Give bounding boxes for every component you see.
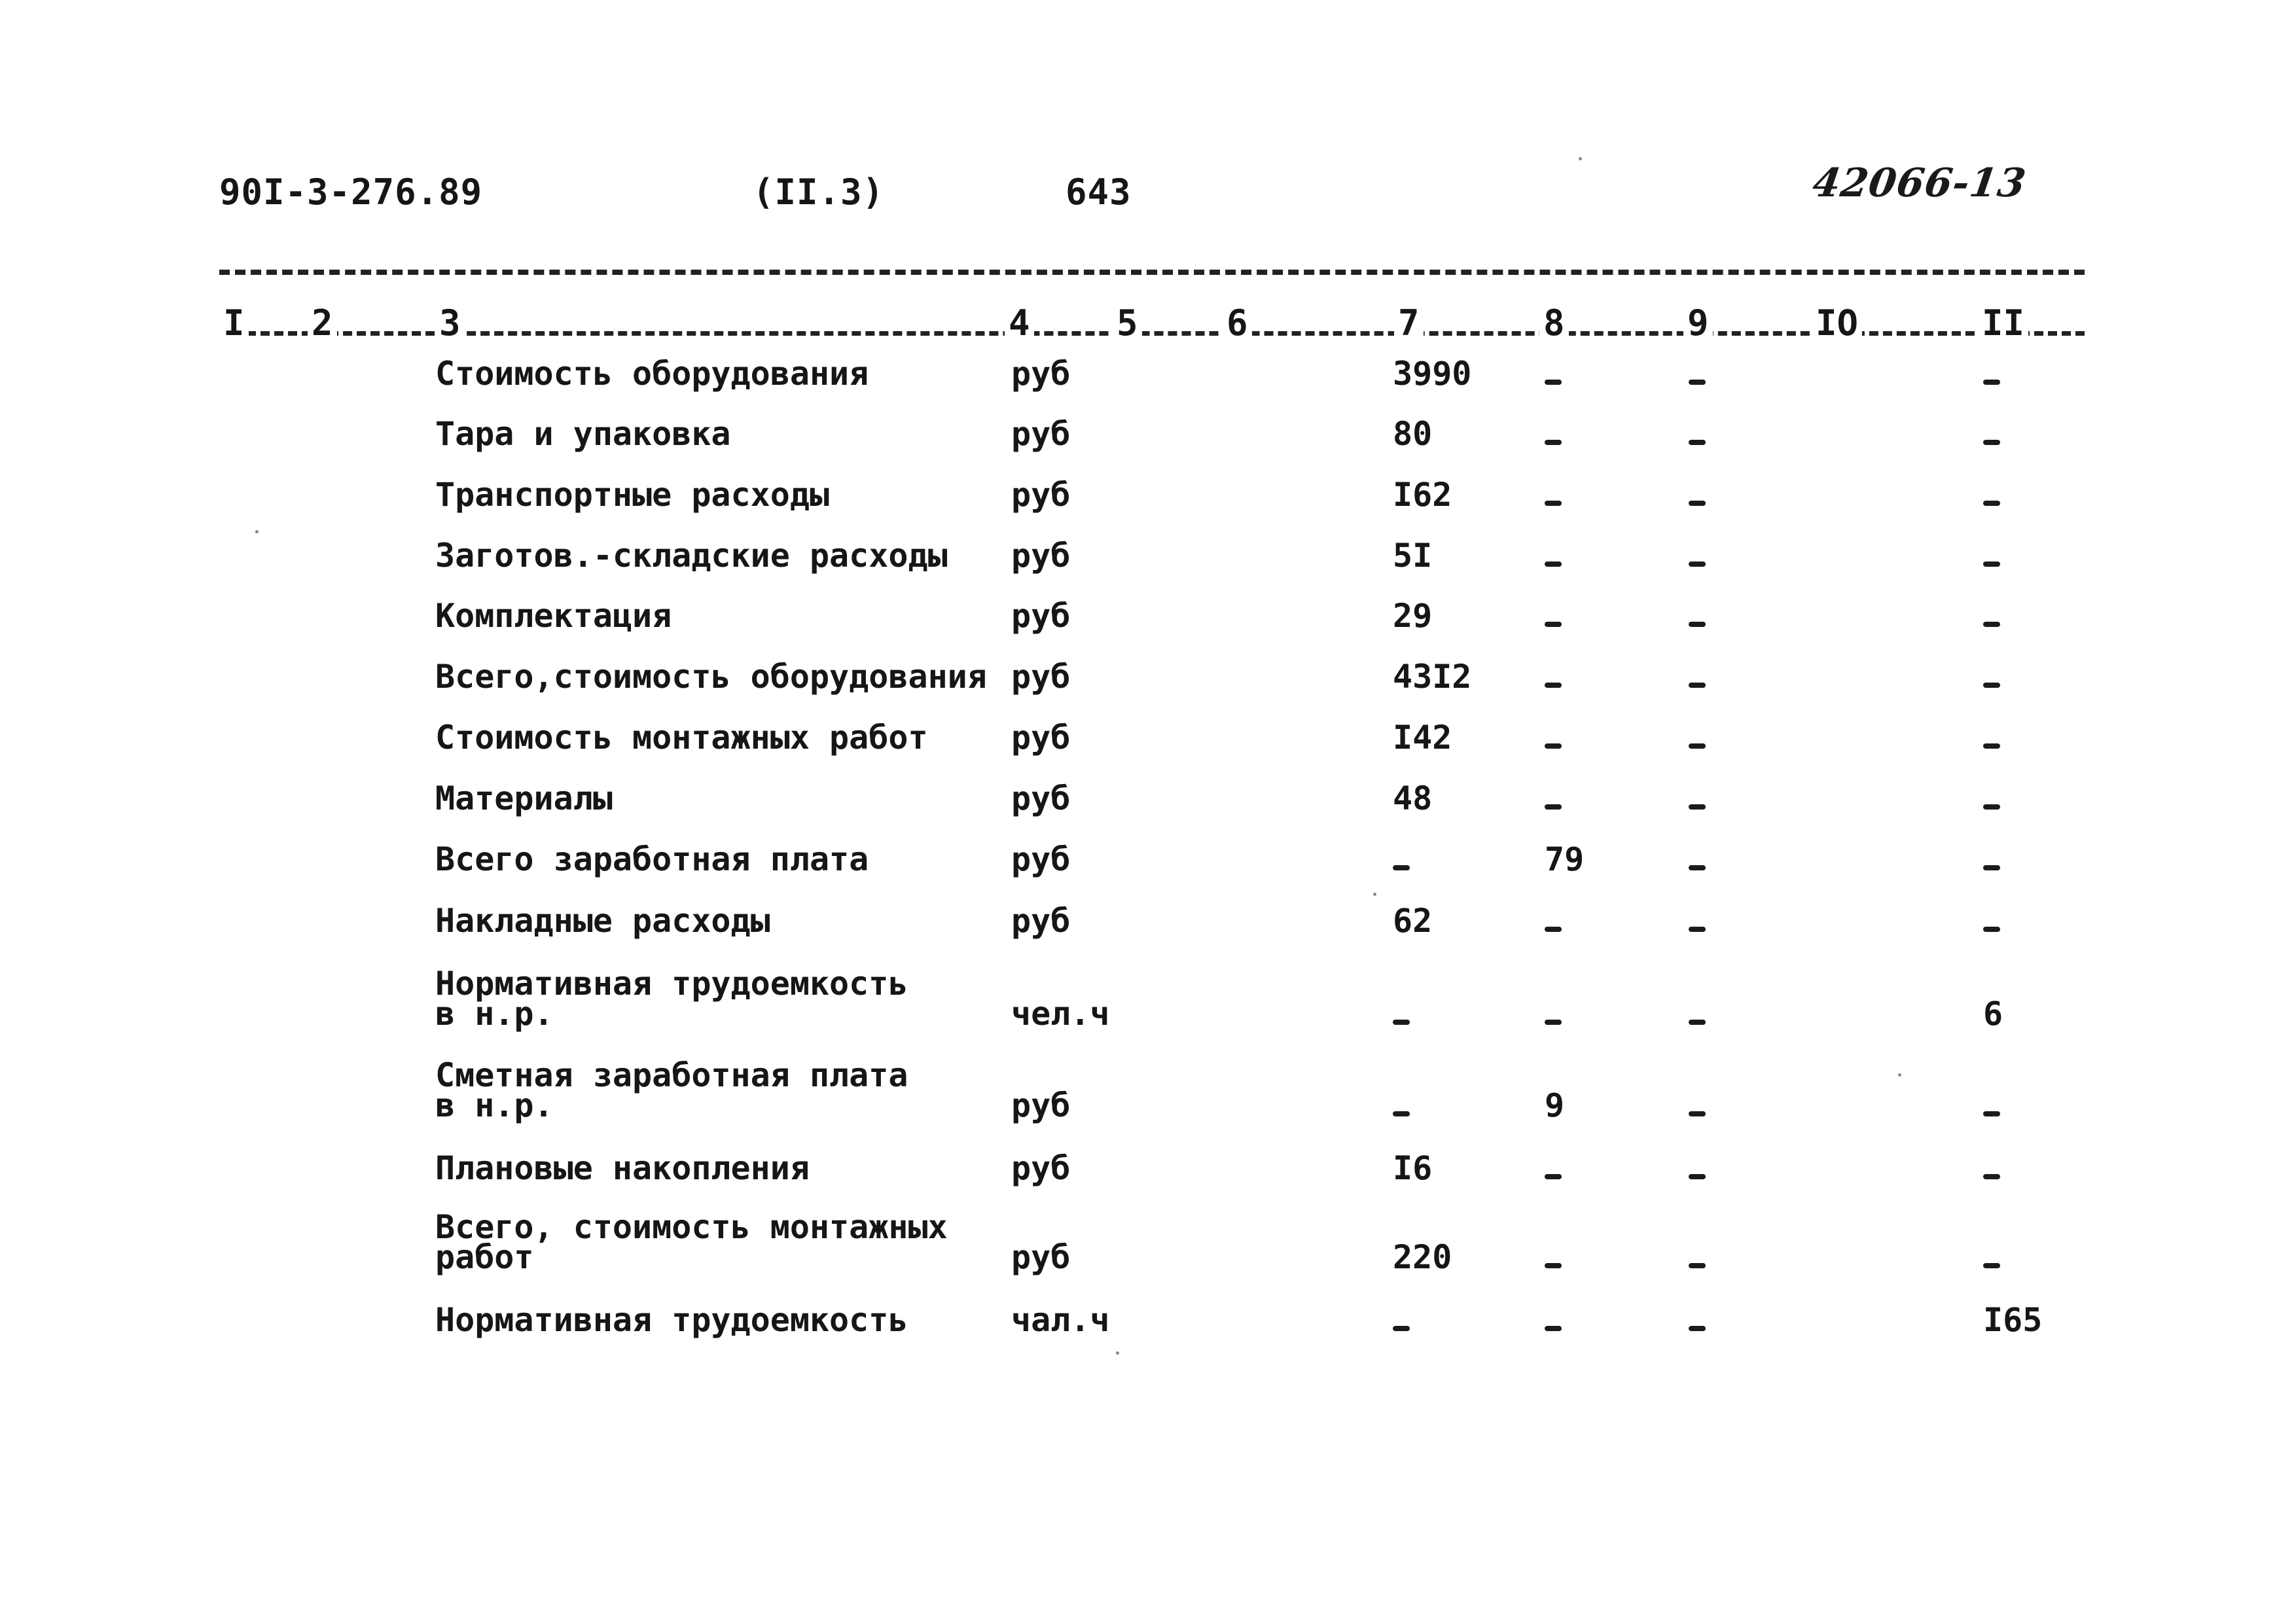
empty-dash-c9 <box>1689 601 1706 631</box>
dash-mark <box>1545 380 1562 385</box>
dash-mark <box>1689 501 1706 506</box>
item-name-line: Заготов.-складские расходы <box>435 537 948 575</box>
empty-dash-c8 <box>1545 783 1562 813</box>
dash-mark <box>1689 1020 1706 1025</box>
column-header-2: 2 <box>308 302 337 344</box>
document-code: 90I-3-276.89 <box>219 171 483 213</box>
item-name-line: Материалы <box>435 779 613 817</box>
dash-mark <box>1393 1020 1410 1025</box>
dash-mark <box>1983 683 2000 688</box>
dash-mark <box>1545 804 1562 810</box>
column-header-9: 9 <box>1683 302 1713 344</box>
empty-dash-c7 <box>1393 999 1410 1029</box>
value-c7: 48 <box>1393 779 1433 817</box>
dash-mark <box>1689 804 1706 810</box>
value-c7: 62 <box>1393 902 1433 940</box>
empty-dash-c9 <box>1689 844 1706 874</box>
value-c7: I42 <box>1393 719 1452 757</box>
empty-dash-c8 <box>1545 1305 1562 1335</box>
dash-mark <box>1393 865 1410 870</box>
item-name <box>435 719 928 757</box>
empty-dash-c9 <box>1689 999 1706 1029</box>
column-header-4: 4 <box>1005 302 1034 344</box>
value-c8: 79 <box>1545 840 1585 878</box>
empty-dash-c11 <box>1983 662 2000 692</box>
empty-dash-c8 <box>1545 906 1562 936</box>
dash-mark <box>1545 683 1562 688</box>
item-name <box>435 1208 948 1276</box>
item-name <box>435 537 948 575</box>
dash-mark <box>1545 1174 1562 1179</box>
section-number: (II.3) <box>753 171 885 213</box>
item-name-line: Всего,стоимость оборудования <box>435 658 987 696</box>
page-number: 643 <box>1066 171 1132 213</box>
item-name-line: работ <box>435 1238 534 1276</box>
dash-mark <box>1689 1326 1706 1331</box>
unit: руб <box>1011 719 1071 757</box>
empty-dash-c11 <box>1983 1090 2000 1120</box>
empty-dash-c7 <box>1393 1305 1410 1335</box>
empty-dash-c11 <box>1983 601 2000 631</box>
empty-dash-c8 <box>1545 480 1562 510</box>
unit: руб <box>1011 415 1071 453</box>
unit: руб <box>1011 658 1071 696</box>
dash-mark <box>1689 1174 1706 1179</box>
item-name <box>435 779 613 817</box>
unit: чал.ч <box>1011 1301 1110 1339</box>
dash-mark <box>1983 622 2000 627</box>
column-header-3: 3 <box>435 302 465 344</box>
empty-dash-c8 <box>1545 1153 1562 1183</box>
empty-dash-c11 <box>1983 541 2000 571</box>
dash-mark <box>1545 1326 1562 1331</box>
unit: руб <box>1011 355 1071 393</box>
unit: руб <box>1011 597 1071 635</box>
value-c7: 5I <box>1393 537 1433 575</box>
item-name <box>435 965 908 1033</box>
item-name-line: Комплектация <box>435 597 672 635</box>
empty-dash-c11 <box>1983 844 2000 874</box>
dash-mark <box>1689 927 1706 932</box>
dash-mark <box>1545 927 1562 932</box>
column-header-1: I <box>219 302 249 344</box>
dash-mark <box>1689 622 1706 627</box>
dash-mark <box>1983 804 2000 810</box>
item-name <box>435 597 672 635</box>
empty-dash-c8 <box>1545 601 1562 631</box>
empty-dash-c11 <box>1983 783 2000 813</box>
dash-mark <box>1545 743 1562 749</box>
dash-mark <box>1689 1111 1706 1116</box>
item-name-line: Стоимость монтажных работ <box>435 719 928 757</box>
empty-dash-c9 <box>1689 722 1706 753</box>
value-c7: I6 <box>1393 1149 1433 1187</box>
item-name <box>435 840 869 878</box>
item-name <box>435 658 987 696</box>
unit: руб <box>1011 476 1071 514</box>
value-c8: 9 <box>1545 1086 1565 1124</box>
dash-mark <box>1689 743 1706 749</box>
column-header-5: 5 <box>1113 302 1142 344</box>
value-c7: 220 <box>1393 1238 1452 1276</box>
dash-mark <box>1545 1020 1562 1025</box>
empty-dash-c9 <box>1689 541 1706 571</box>
item-name <box>435 902 770 940</box>
dash-mark <box>1689 562 1706 567</box>
archive-number-handwritten: 42066-13 <box>1810 160 2030 206</box>
empty-dash-c11 <box>1983 722 2000 753</box>
item-name <box>435 415 731 453</box>
empty-dash-c8 <box>1545 662 1562 692</box>
item-name-line: Транспортные расходы <box>435 476 830 514</box>
dash-mark <box>1983 743 2000 749</box>
dash-mark <box>1393 1326 1410 1331</box>
value-c11: I65 <box>1983 1301 2043 1339</box>
unit: чел.ч <box>1011 995 1110 1033</box>
empty-dash-c7 <box>1393 1090 1410 1120</box>
value-c7: 80 <box>1393 415 1433 453</box>
dash-mark <box>1545 622 1562 627</box>
empty-dash-c11 <box>1983 359 2000 389</box>
value-c7: I62 <box>1393 476 1452 514</box>
dash-mark <box>1983 927 2000 932</box>
column-header-10: IO <box>1812 302 1862 344</box>
dash-mark <box>1983 501 2000 506</box>
empty-dash-c8 <box>1545 999 1562 1029</box>
empty-dash-c8 <box>1545 722 1562 753</box>
item-name-line: Стоимость оборудования <box>435 355 869 393</box>
value-c7: 29 <box>1393 597 1433 635</box>
dash-mark <box>1689 865 1706 870</box>
empty-dash-c8 <box>1545 1242 1562 1272</box>
empty-dash-c9 <box>1689 1090 1706 1120</box>
column-number-header <box>0 302 2296 342</box>
item-name-line: Нормативная трудоемкость <box>435 1301 908 1339</box>
item-name <box>435 1301 908 1339</box>
dash-mark <box>1983 440 2000 445</box>
empty-dash-c9 <box>1689 662 1706 692</box>
dash-mark <box>1689 1263 1706 1268</box>
dash-mark <box>1983 380 2000 385</box>
top-dashed-rule <box>219 270 2085 275</box>
dash-mark <box>1545 501 1562 506</box>
unit: руб <box>1011 779 1071 817</box>
scan-speck <box>255 530 259 533</box>
item-name <box>435 476 830 514</box>
unit: руб <box>1011 840 1071 878</box>
dash-mark <box>1689 683 1706 688</box>
empty-dash-c8 <box>1545 419 1562 449</box>
item-name <box>435 1149 810 1187</box>
dash-mark <box>1545 1263 1562 1268</box>
unit: руб <box>1011 1086 1071 1124</box>
dash-mark <box>1983 1263 2000 1268</box>
dash-mark <box>1545 562 1562 567</box>
unit: руб <box>1011 1149 1071 1187</box>
empty-dash-c9 <box>1689 1153 1706 1183</box>
item-name-line: в н.р. <box>435 995 554 1033</box>
value-c7: 3990 <box>1393 355 1472 393</box>
empty-dash-c11 <box>1983 1242 2000 1272</box>
item-name-line: Всего заработная плата <box>435 840 869 878</box>
empty-dash-c9 <box>1689 419 1706 449</box>
item-name-line: Сметная заработная плата <box>435 1056 908 1094</box>
empty-dash-c9 <box>1689 1242 1706 1272</box>
unit: руб <box>1011 1238 1071 1276</box>
item-name-line: Тара и упаковка <box>435 415 731 453</box>
empty-dash-c11 <box>1983 419 2000 449</box>
dash-mark <box>1689 380 1706 385</box>
dash-mark <box>1983 1111 2000 1116</box>
column-header-6: 6 <box>1223 302 1252 344</box>
item-name-line: Накладные расходы <box>435 902 770 940</box>
value-c11: 6 <box>1983 995 2003 1033</box>
dash-mark <box>1983 1174 2000 1179</box>
empty-dash-c11 <box>1983 480 2000 510</box>
scan-speck <box>1898 1073 1901 1077</box>
item-name-line: в н.р. <box>435 1086 554 1124</box>
dash-mark <box>1545 440 1562 445</box>
item-name-line: Всего, стоимость монтажных <box>435 1208 948 1246</box>
empty-dash-c11 <box>1983 1153 2000 1183</box>
empty-dash-c9 <box>1689 1305 1706 1335</box>
empty-dash-c9 <box>1689 480 1706 510</box>
column-header-7: 7 <box>1394 302 1424 344</box>
unit: руб <box>1011 537 1071 575</box>
item-name <box>435 355 869 393</box>
empty-dash-c8 <box>1545 359 1562 389</box>
value-c7: 43I2 <box>1393 658 1472 696</box>
item-name-line: Нормативная трудоемкость <box>435 965 908 1003</box>
item-name <box>435 1056 908 1124</box>
scan-speck <box>1116 1351 1119 1355</box>
empty-dash-c11 <box>1983 906 2000 936</box>
unit: руб <box>1011 902 1071 940</box>
empty-dash-c9 <box>1689 906 1706 936</box>
dash-mark <box>1393 1111 1410 1116</box>
empty-dash-c9 <box>1689 783 1706 813</box>
dash-mark <box>1689 440 1706 445</box>
scan-speck <box>1373 893 1376 896</box>
empty-dash-c8 <box>1545 541 1562 571</box>
dash-mark <box>1983 865 2000 870</box>
item-name-line: Плановые накопления <box>435 1149 810 1187</box>
column-header-8: 8 <box>1539 302 1569 344</box>
empty-dash-c7 <box>1393 844 1410 874</box>
column-header-11: II <box>1978 302 2028 344</box>
empty-dash-c9 <box>1689 359 1706 389</box>
scan-speck <box>1579 157 1582 160</box>
dash-mark <box>1983 562 2000 567</box>
